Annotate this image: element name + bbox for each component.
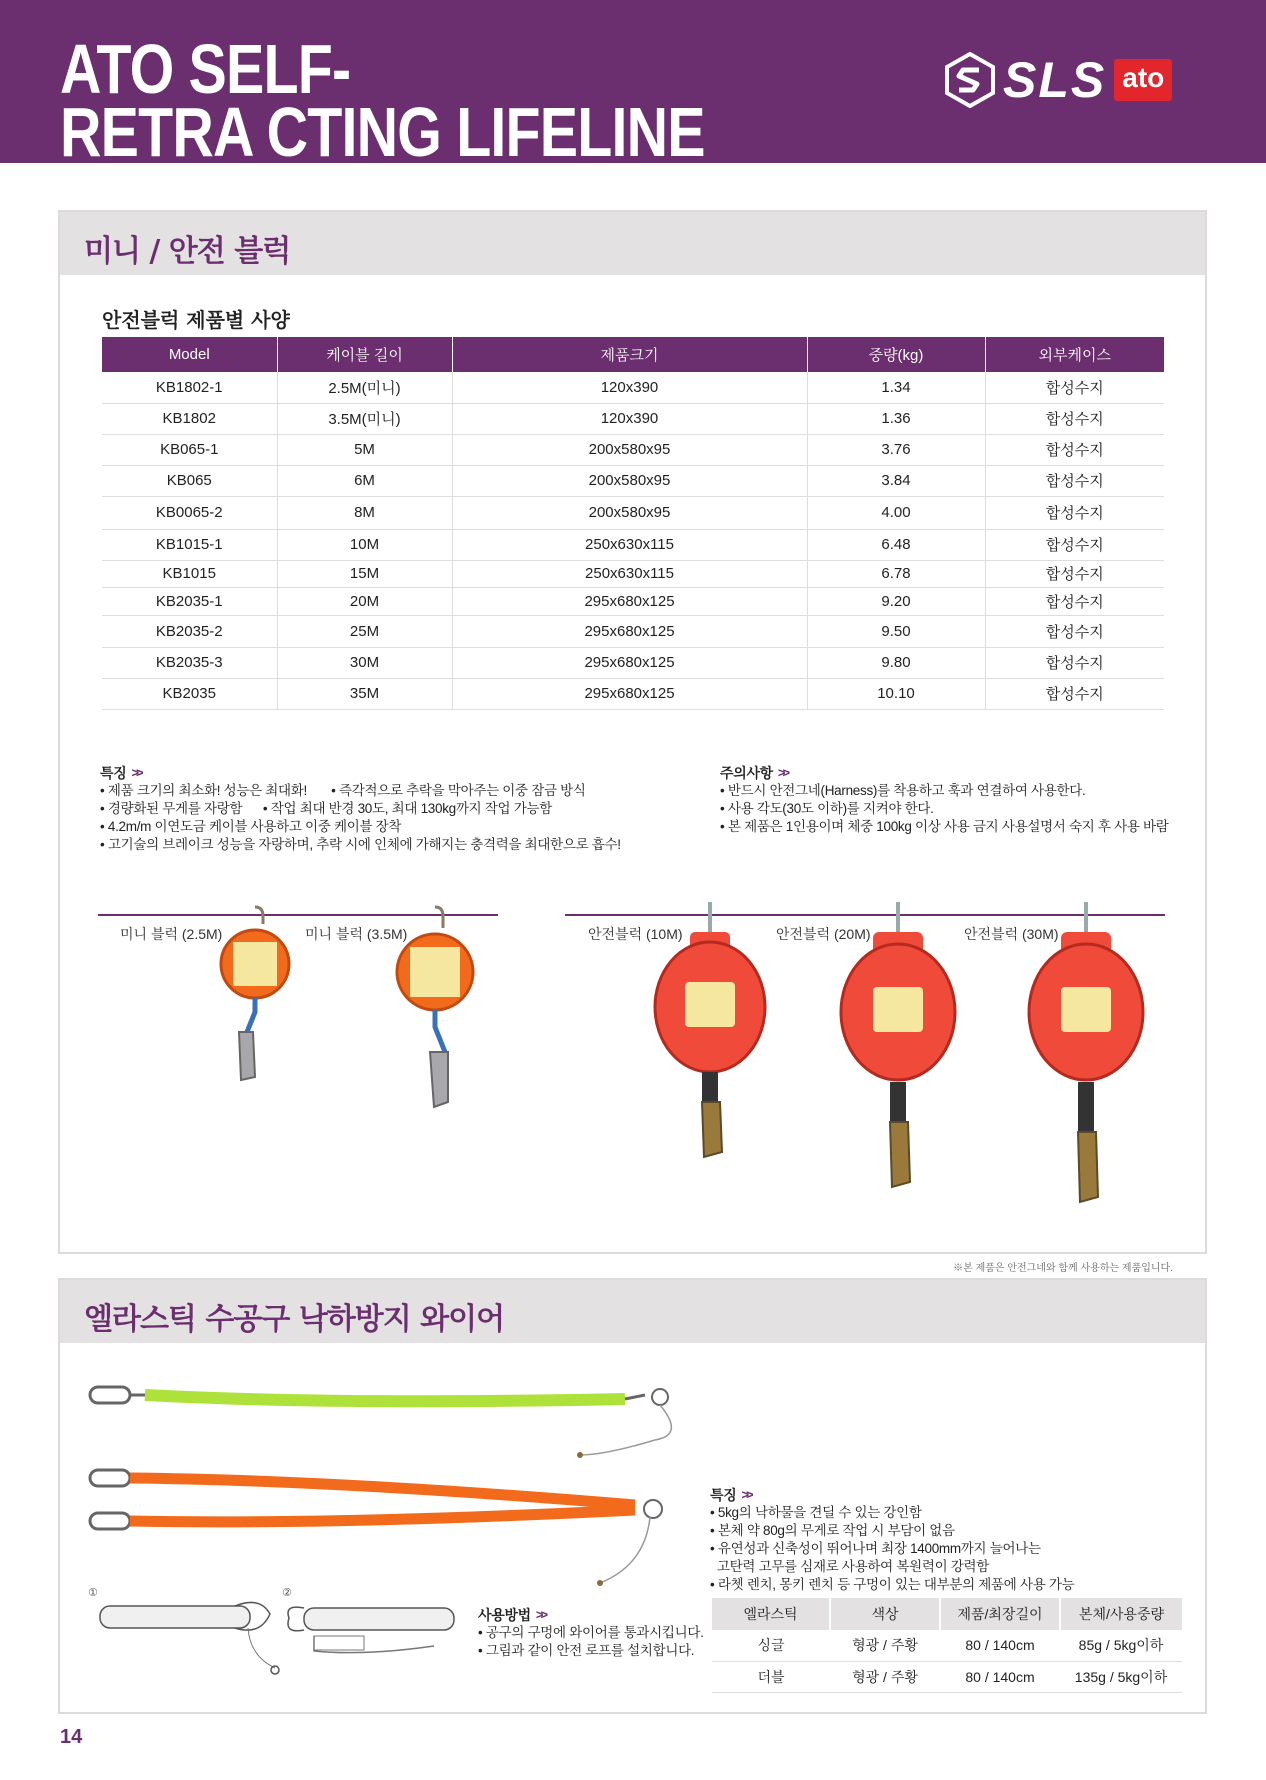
gallery-label: 안전블럭 (30M) — [964, 926, 1059, 942]
table-cell: 9.20 — [807, 587, 985, 615]
col-header: 중량(kg) — [807, 337, 985, 372]
double-chevron-icon: >> — [777, 765, 788, 780]
section-title: 미니 / 안전 블럭 — [84, 234, 291, 269]
table-cell: 9.50 — [807, 615, 985, 647]
table-cell: 9.80 — [807, 647, 985, 678]
col-header: 본체/사용중량 — [1060, 1598, 1182, 1630]
col-header: 제품/최장길이 — [940, 1598, 1060, 1630]
features-title: 특징 — [100, 765, 127, 781]
col-header: Model — [102, 337, 277, 372]
table-cell: 135g / 5kg이하 — [1060, 1661, 1182, 1692]
table-cell: 6.78 — [807, 560, 985, 587]
table-cell: 합성수지 — [985, 615, 1164, 647]
elastic-spec-table — [712, 1598, 1182, 1693]
table-row — [102, 678, 1164, 709]
caution-item: 본 제품은 1인용이며 체중 100kg 이상 사용 금지 사용설명서 숙지 후 사용 바람 — [727, 819, 1169, 834]
feature-item: 유연성과 신축성이 뛰어나며 최장 1400mm까지 늘어나는 — [717, 1541, 1041, 1556]
table-row — [102, 372, 1164, 403]
safety-block-10m-image — [650, 902, 770, 1172]
feature-item: 즉각적으로 추락을 막아주는 이중 잠금 방식 — [339, 783, 586, 798]
table-cell: 합성수지 — [985, 647, 1164, 678]
table-cell: 합성수지 — [985, 434, 1164, 465]
step-label: ① — [88, 1586, 98, 1599]
table-cell: 싱글 — [712, 1630, 830, 1661]
table-cell: 3.76 — [807, 434, 985, 465]
col-header: 엘라스틱 — [712, 1598, 830, 1630]
gallery-label: 안전블럭 (20M) — [776, 926, 871, 942]
spec-table — [102, 337, 1164, 710]
wrench-step-2-image — [284, 1596, 484, 1686]
table-cell: 8M — [277, 496, 452, 529]
table-cell: 20M — [277, 587, 452, 615]
safety-block-section — [58, 210, 1207, 1274]
table-cell: 형광 / 주황 — [830, 1661, 940, 1692]
elastic-table-header — [712, 1598, 1182, 1630]
feature-item: 경량화된 무게를 자랑함 — [107, 801, 243, 816]
table-cell: KB065-1 — [102, 434, 277, 465]
table-cell: 6M — [277, 465, 452, 496]
table-cell: 295x680x125 — [452, 678, 807, 709]
safety-block-30m-image — [1026, 902, 1146, 1212]
table-cell: 4.00 — [807, 496, 985, 529]
table-cell: 1.34 — [807, 372, 985, 403]
usage-note: ※본 제품은 안전그네와 함께 사용하는 제품입니다. — [953, 1263, 1173, 1274]
table-cell: 합성수지 — [985, 587, 1164, 615]
feature-item: 본체 약 80g의 무게로 작업 시 부담이 없음 — [717, 1523, 955, 1538]
table-cell: KB2035-2 — [102, 615, 277, 647]
page-title-line2: RETRA CTING LIFELINE — [60, 93, 705, 171]
mini-block-2-5m-image — [215, 902, 295, 1102]
logo-text: SLS — [1003, 52, 1107, 108]
mini-block-3-5m-image — [390, 902, 480, 1132]
caution-item: 사용 각도(30도 이하)를 지켜야 한다. — [727, 801, 934, 816]
elastic-wire-section — [58, 1278, 1207, 1714]
page-title-line1: ATO SELF- — [60, 30, 351, 108]
table-cell: 295x680x125 — [452, 587, 807, 615]
table-cell: 80 / 140cm — [940, 1630, 1060, 1661]
feature-item: 5kg의 낙하물을 견딜 수 있는 강인함 — [717, 1505, 922, 1520]
safety-block-20m-image — [838, 902, 958, 1202]
table-cell: 80 / 140cm — [940, 1661, 1060, 1692]
table-cell: KB2035-3 — [102, 647, 277, 678]
wrench-step-1-image — [90, 1596, 290, 1686]
col-header: 케이블 길이 — [277, 337, 452, 372]
table-cell: 형광 / 주황 — [830, 1630, 940, 1661]
table-cell: 합성수지 — [985, 678, 1164, 709]
section-title: 엘라스틱 수공구 낙하방지 와이어 — [84, 1302, 505, 1337]
spec-table-header — [102, 337, 1164, 372]
elastic-lanyard-double-image — [85, 1455, 685, 1605]
page-title — [60, 30, 705, 171]
col-header: 외부케이스 — [985, 337, 1164, 372]
gallery-label: 미니 블럭 (3.5M) — [305, 926, 408, 942]
table-cell: KB2035-1 — [102, 587, 277, 615]
double-chevron-icon: >> — [535, 1607, 546, 1622]
gallery-label: 미니 블럭 (2.5M) — [120, 926, 223, 942]
caution-item: 반드시 안전그네(Harness)를 착용하고 훅과 연결하여 사용한다. — [727, 783, 1086, 798]
brand-logo — [945, 50, 1172, 110]
table-cell: KB1802 — [102, 403, 277, 434]
table-row — [102, 529, 1164, 560]
table-cell: KB1015 — [102, 560, 277, 587]
table-row — [102, 434, 1164, 465]
table-row — [102, 496, 1164, 529]
elastic-features-block: 특징 >> • 5kg의 낙하물을 견딜 수 있는 강인함 • 본체 약 80g의 무게로 작업 시 부담이 없음 • 유연성과 신축성이 뛰어나며 최장 1400mm까지 늘어나는 고탄력 고무를 심재로 사용하여 복원력이 강력함 • 라쳇 렌치, 몽키 렌치 등 구멍이 있는 대부분의 제품에 사용 가능 — [710, 1487, 1075, 1592]
table-row — [102, 615, 1164, 647]
table-cell: 25M — [277, 615, 452, 647]
table-cell: 120x390 — [452, 372, 807, 403]
usage-item: 그림과 같이 안전 로프를 설치합니다. — [485, 1643, 695, 1658]
table-cell: 합성수지 — [985, 529, 1164, 560]
features-title: 특징 — [710, 1487, 737, 1503]
table-cell: 250x630x115 — [452, 529, 807, 560]
table-row — [712, 1661, 1182, 1692]
double-chevron-icon: >> — [741, 1487, 751, 1502]
table-cell: 합성수지 — [985, 560, 1164, 587]
logo-badge: ato — [1114, 59, 1172, 101]
table-cell: 합성수지 — [985, 403, 1164, 434]
feature-item: 라쳇 렌치, 몽키 렌치 등 구멍이 있는 대부분의 제품에 사용 가능 — [717, 1577, 1075, 1592]
table-cell: 200x580x95 — [452, 434, 807, 465]
feature-item: 고기술의 브레이크 성능을 자랑하며, 추락 시에 인체에 가해지는 충격력을 최대한으로 흡수! — [107, 837, 621, 852]
table-row — [102, 465, 1164, 496]
col-header: 제품크기 — [452, 337, 807, 372]
table-cell: KB0065-2 — [102, 496, 277, 529]
table-cell: 3.84 — [807, 465, 985, 496]
gallery-label: 안전블럭 (10M) — [588, 926, 683, 942]
col-header: 색상 — [830, 1598, 940, 1630]
table-cell: 120x390 — [452, 403, 807, 434]
table-cell: 합성수지 — [985, 465, 1164, 496]
table-cell: 30M — [277, 647, 452, 678]
usage-item: 공구의 구멍에 와이어를 통과시킵니다. — [485, 1625, 704, 1640]
double-chevron-icon: >> — [131, 765, 141, 780]
table-cell: 35M — [277, 678, 452, 709]
cautions-title: 주의사항 — [720, 765, 773, 781]
table-cell: 3.5M(미니) — [277, 403, 452, 434]
table-cell: 200x580x95 — [452, 496, 807, 529]
feature-item: 작업 최대 반경 30도, 최대 130kg까지 작업 가능함 — [270, 801, 552, 816]
table-cell: 2.5M(미니) — [277, 372, 452, 403]
table-row — [712, 1630, 1182, 1661]
table-cell: 5M — [277, 434, 452, 465]
sls-emblem-icon — [945, 52, 995, 108]
table-cell: 85g / 5kg이하 — [1060, 1630, 1182, 1661]
table-cell: 더블 — [712, 1661, 830, 1692]
table-cell: KB065 — [102, 465, 277, 496]
table-cell: 6.48 — [807, 529, 985, 560]
table-row — [102, 647, 1164, 678]
features-block: 특징 >> • 제품 크기의 최소화! 성능은 최대화! • 즉각적으로 추락을 막아주는 이중 잠금 방식 • 경량화된 무게를 자랑함 • 작업 최대 반경 30도, 최대 130kg까지 작업 가능함 • 4.2m/m 이연도금 케이블 사용하고 이중 케이블 장착 • 고기술의 브레이크 성능을 자랑하며, 추락 시에 인체에 가해지는 충격력을 최대한으로 흡수! — [100, 765, 621, 852]
feature-item: 고탄력 고무를 심재로 사용하여 복원력이 강력함 — [716, 1559, 989, 1574]
usage-title: 사용방법 — [478, 1607, 531, 1623]
step-label: ② — [282, 1586, 292, 1599]
table-cell: 295x680x125 — [452, 615, 807, 647]
table-row — [102, 587, 1164, 615]
table-row — [102, 560, 1164, 587]
table-cell: 250x630x115 — [452, 560, 807, 587]
spec-table-title: 안전블럭 제품별 사양 — [102, 308, 290, 332]
table-cell: 합성수지 — [985, 496, 1164, 529]
table-cell: KB1015-1 — [102, 529, 277, 560]
table-cell: 10M — [277, 529, 452, 560]
table-row — [102, 403, 1164, 434]
table-cell: KB2035 — [102, 678, 277, 709]
table-cell: 200x580x95 — [452, 465, 807, 496]
usage-block: 사용방법 >> • 공구의 구멍에 와이어를 통과시킵니다. • 그림과 같이 안전 로프를 설치합니다. — [478, 1607, 704, 1658]
page-number: 14 — [60, 1726, 83, 1748]
table-cell: 10.10 — [807, 678, 985, 709]
table-cell: 15M — [277, 560, 452, 587]
feature-item: 4.2m/m 이연도금 케이블 사용하고 이중 케이블 장착 — [107, 819, 402, 834]
page-header — [0, 0, 1266, 171]
table-cell: 295x680x125 — [452, 647, 807, 678]
table-cell: 합성수지 — [985, 372, 1164, 403]
feature-item: 제품 크기의 최소화! 성능은 최대화! — [107, 783, 307, 798]
cautions-block: 주의사항 >> • 반드시 안전그네(Harness)를 착용하고 훅과 연결하여 사용한다. • 사용 각도(30도 이하)를 지켜야 한다. • 본 제품은 1인용이며 체중 100kg 이상 사용 금지 사용설명서 숙지 후 사용 바람 — [720, 765, 1169, 834]
table-cell: 1.36 — [807, 403, 985, 434]
table-cell: KB1802-1 — [102, 372, 277, 403]
